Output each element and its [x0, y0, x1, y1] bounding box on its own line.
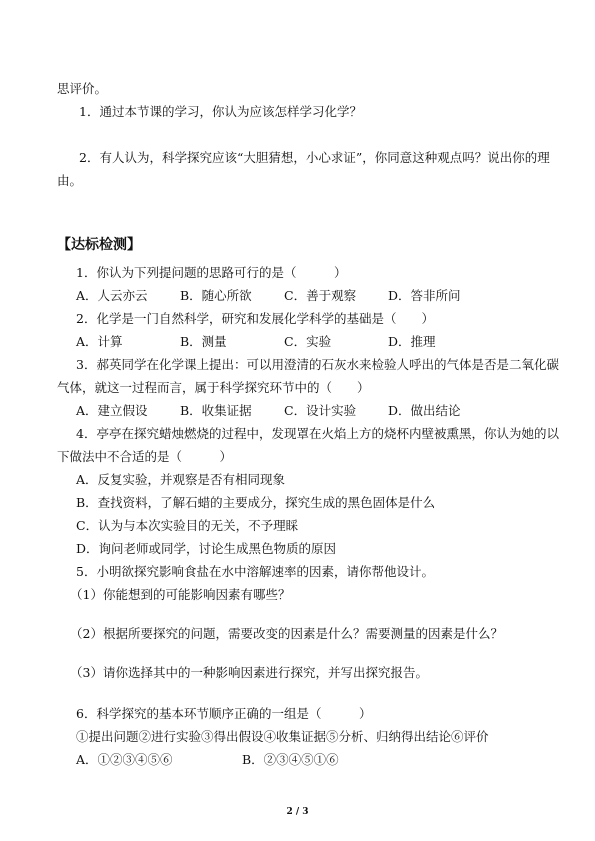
question-2-option-a: A．计算 — [76, 334, 123, 349]
question-1-option-d: D．答非所问 — [388, 288, 461, 303]
reflection-tail: 思评价。 — [57, 81, 108, 96]
question-3-option-d: D．做出结论 — [388, 403, 461, 418]
question-1-option-b: B．随心所欲 — [180, 288, 252, 303]
question-5-stem: 5．小明欲探究影响食盐在水中溶解速率的因素，请你帮他设计。 — [76, 564, 434, 579]
question-5-sub-1: （1）你能想到的可能影响因素有哪些？ — [70, 587, 291, 602]
question-1-stem: 1．你认为下列提问题的思路可行的是（ ） — [76, 265, 347, 280]
question-6-stem: 6．科学探究的基本环节顺序正确的一组是（ ） — [76, 706, 372, 721]
question-5-sub-2: （2）根据所要探究的问题，需要改变的因素是什么？需要测量的因素是什么？ — [70, 626, 503, 641]
question-3-stem-line-2: 气体，就这一过程而言，属于科学探究环节中的（ ） — [57, 380, 370, 395]
question-2-option-b: B．测量 — [180, 334, 227, 349]
question-2-option-d: D．推理 — [388, 334, 436, 349]
question-6-option-a: A．①②③④⑤⑥ — [76, 752, 173, 767]
question-6-option-b: B．②③④⑤①⑥ — [242, 752, 339, 767]
question-2-stem: 2．化学是一门自然科学，研究和发展化学科学的基础是（ ） — [76, 311, 434, 326]
question-3-option-b: B．收集证据 — [180, 403, 252, 418]
page-number: 2 / 3 — [286, 807, 309, 817]
question-4-stem-line-1: 4．亭亭在探究蜡烛燃烧的过程中，发现罩在火焰上方的烧杯内壁被熏黑，你认为她的以 — [76, 426, 559, 441]
question-4-option-b: B．查找资料，了解石蜡的主要成分，探究生成的黑色固体是什么 — [76, 495, 436, 510]
question-2-option-c: C．实验 — [284, 334, 332, 349]
question-4-option-c: C．认为与本次实验目的无关，不予理睬 — [76, 518, 299, 533]
question-1-option-c: C．善于观察 — [284, 288, 357, 303]
question-5-sub-3: （3）请你选择其中的一种影响因素进行探究，并写出探究报告。 — [70, 665, 428, 680]
section-title: 【达标检测】 — [57, 237, 141, 253]
reflection-question-2-line-1: 2．有人认为，科学探究应该“大胆猜想，小心求证”，你同意这种观点吗？说出你的理 — [79, 150, 550, 165]
question-4-option-d: D．询问老师或同学，讨论生成黑色物质的原因 — [76, 541, 337, 556]
question-3-stem-line-1: 3．郝英同学在化学课上提出：可以用澄清的石灰水来检验人呼出的气体是否是二氧化碳 — [76, 357, 559, 372]
question-3-option-c: C．设计实验 — [284, 403, 357, 418]
question-1-option-a: A．人云亦云 — [76, 288, 148, 303]
question-3-option-a: A．建立假设 — [76, 403, 148, 418]
question-4-option-a: A．反复实验，并观察是否有相同现象 — [76, 472, 286, 487]
reflection-question-2-line-2: 由。 — [57, 173, 83, 188]
reflection-question-1: 1．通过本节课的学习，你认为应该怎样学习化学？ — [79, 104, 362, 119]
question-4-stem-line-2: 下做法中不合适的是（ ） — [57, 449, 233, 464]
question-6-steps: ①提出问题②进行实验③得出假设④收集证据⑤分析、归纳得出结论⑥评价 — [76, 729, 489, 744]
